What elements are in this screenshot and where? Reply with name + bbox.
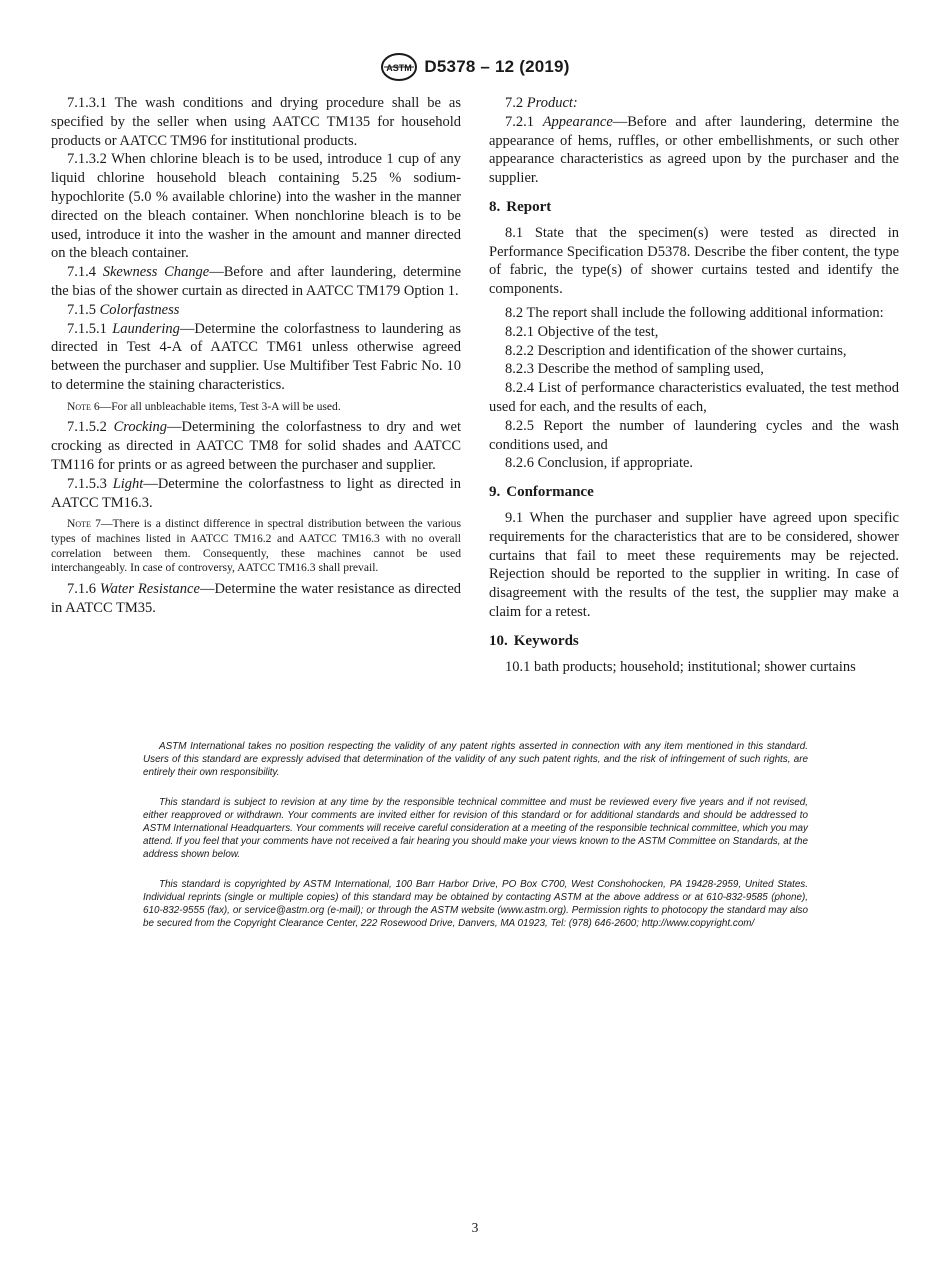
para-text: —Determine the colorfastness to laundering as directed in Test 4-A of AATCC TM61 unless otherwise agreed between the purchaser and supplier. Use Multifiber Test Fabric No. 10 to determine the staining characteristics. — [51, 320, 461, 393]
para-7-1-4 — [51, 263, 461, 301]
para-title: Water Resistance — [99, 580, 200, 597]
para-9-1: 9.1 When the purchaser and supplier have agreed upon specific requirements for the characteristics that are to be considered, shower curtains that fail to meet these requirements may be rejected. Rejection should be reported to the supplier in writing. In case of disagreement with the results of the test, the supplier may make a claim for a retest. — [489, 509, 899, 620]
left-column — [51, 94, 461, 617]
copyright-notice: This standard is copyrighted by ASTM International, 100 Barr Harbor Drive, PO Box C700, West Conshohocken, PA 19428-2959, United States. Individual reprints (single or multiple copies) of this standard may be obtained by contacting ASTM at the above address or at 610-832-9585 (phone), 610-832-9555 (fax), or service@astm.org (e-mail); or through the ASTM website (www.astm.org). Permission rights to photocopy the standard may also be secured from the Copyright Clearance Center, 222 Rosewood Drive, Danvers, MA 01923, Tel: (978) 646-2600; http://www.copyright.com/ — [143, 879, 808, 929]
para-number: 7.2.1 — [505, 113, 534, 130]
para-text: —Before and after laundering, determine the bias of the shower curtain as directed in AATCC TM179 Option 1. — [51, 264, 462, 299]
para-title: Laundering — [112, 320, 180, 337]
para-title: Product: — [526, 95, 578, 111]
para-title: Light — [112, 475, 144, 492]
para-8-1: 8.1 State that the specimen(s) were tested as directed in Performance Specification D5378. Describe the fiber content, the type of fabric, the type(s) of shower curtains tested and identify the components. — [489, 224, 899, 298]
para-number: 7.1.5.3 — [67, 475, 107, 492]
logo-text: ASTM — [386, 63, 413, 73]
section-number: 8. — [489, 198, 501, 215]
para-7-1-3-2: 7.1.3.2 When chlorine bleach is to be used, introduce 1 cup of any liquid chlorine household bleach containing 5.25 % sodium-hypochlorite (5.0 % available chlorine) into the washer in the manner directed on the bleach container. When nonchlorine bleach is to be used, introduce it into the washer in the amount and manner directed on the bleach container. — [51, 151, 461, 262]
note-6 — [51, 400, 461, 415]
para-8-2-4: 8.2.4 List of performance characteristics evaluated, the test method used for each, and the results of each, — [489, 380, 899, 415]
para-10-1: 10.1 bath products; household; institutional; shower curtains — [505, 658, 856, 675]
section-number: 10. — [489, 632, 508, 649]
para-text: —Determining the colorfastness to dry and wet crocking as directed in AATCC TM8 for solid shades and AATCC TM116 for prints or as agreed between the purchaser and supplier. — [51, 419, 461, 473]
right-column — [489, 94, 899, 676]
para-7-1-5-3 — [51, 475, 461, 513]
section-number: 9. — [489, 484, 501, 501]
para-8-2-6: 8.2.6 Conclusion, if appropriate. — [505, 455, 694, 472]
para-number: 7.1.5.1 — [67, 320, 107, 337]
note-text: 7—There is a distinct difference in spectral distribution between the various types of machines listed in AATCC TM16.2 and AATCC TM16.3 with no overall correlation between them. Consequently, these machines cannot be used interchangeably. In case of controversy, AATCC TM16.3 shall prevail. — [51, 517, 461, 575]
para-7-2 — [489, 94, 899, 113]
para-8-2-2: 8.2.2 Description and identification of the shower curtains, — [505, 342, 847, 359]
para-7-2-1 — [489, 113, 899, 188]
note-7 — [51, 517, 461, 575]
para-7-1-5 — [51, 301, 461, 320]
para-7-1-6 — [51, 580, 461, 618]
note-label: Note — [67, 399, 91, 413]
para-text: —Determine the water resistance as directed in AATCC TM35. — [51, 580, 462, 616]
page-number: 3 — [471, 1220, 479, 1235]
para-8-2: 8.2 The report shall include the following additional information: — [505, 304, 884, 321]
para-number: 7.2 — [505, 95, 524, 111]
footer-notice — [143, 741, 808, 949]
astm-logo — [380, 52, 418, 82]
note-label: Note — [67, 517, 91, 531]
para-8-2-1: 8.2.1 Objective of the test, — [505, 323, 659, 340]
section-heading-conformance — [489, 483, 899, 502]
revision-notice: This standard is subject to revision at any time by the responsible technical committee and must be reviewed every five years and if not revised, either reapproved or withdrawn. Your comments are invited either for revision of this standard or for additional standards and should be addressed to ASTM International Headquarters. Your comments will receive careful consideration at a meeting of the responsible technical committee, which you may attend. If you feel that your comments have not received a fair hearing you should make your views known to the ASTM Committee on Standards, at the address shown below. — [143, 797, 808, 860]
section-title: Report — [506, 198, 552, 215]
note-text: 6—For all unbleachable items, Test 3-A will be used. — [90, 399, 341, 413]
para-title: Appearance — [542, 113, 613, 130]
para-number: 7.1.5 — [67, 301, 96, 318]
para-title: Crocking — [113, 419, 168, 436]
para-7-1-5-2 — [51, 418, 461, 474]
para-8-2-5: 8.2.5 Report the number of laundering cycles and the wash conditions used, and — [489, 417, 899, 453]
standard-designation: D5378 – 12 (2019) — [424, 57, 570, 76]
para-number: 7.1.5.2 — [67, 419, 107, 436]
para-number: 7.1.4 — [67, 264, 96, 281]
para-8-2-3: 8.2.3 Describe the method of sampling used, — [505, 361, 764, 378]
para-number: 7.1.6 — [67, 580, 96, 597]
section-heading-keywords — [489, 632, 899, 651]
page-header — [0, 52, 950, 82]
para-7-1-3-1: 7.1.3.1 The wash conditions and drying procedure shall be as specified by the seller when using AATCC TM135 for household products or AATCC TM96 for institutional products. — [51, 95, 461, 149]
para-text: —Before and after laundering, determine the appearance of hems, ruffles, or other embellishments, or such other appearance characteristics as agreed upon by the purchaser and the supplier. — [489, 113, 900, 187]
para-text: —Determine the colorfastness to light as directed in AATCC TM16.3. — [51, 475, 461, 511]
para-7-1-5-1 — [51, 320, 461, 395]
patent-notice: ASTM International takes no position respecting the validity of any patent rights asserted in connection with any item mentioned in this standard. Users of this standard are expressly advised that determination of the validity of any such patent rights, and the risk of infringement of such rights, are entirely their own responsibility. — [143, 741, 808, 778]
section-title: Conformance — [506, 484, 594, 501]
section-heading-report — [489, 198, 899, 217]
para-title: Colorfastness — [99, 301, 180, 318]
para-title: Skewness Change — [102, 264, 210, 281]
section-title: Keywords — [513, 632, 579, 649]
